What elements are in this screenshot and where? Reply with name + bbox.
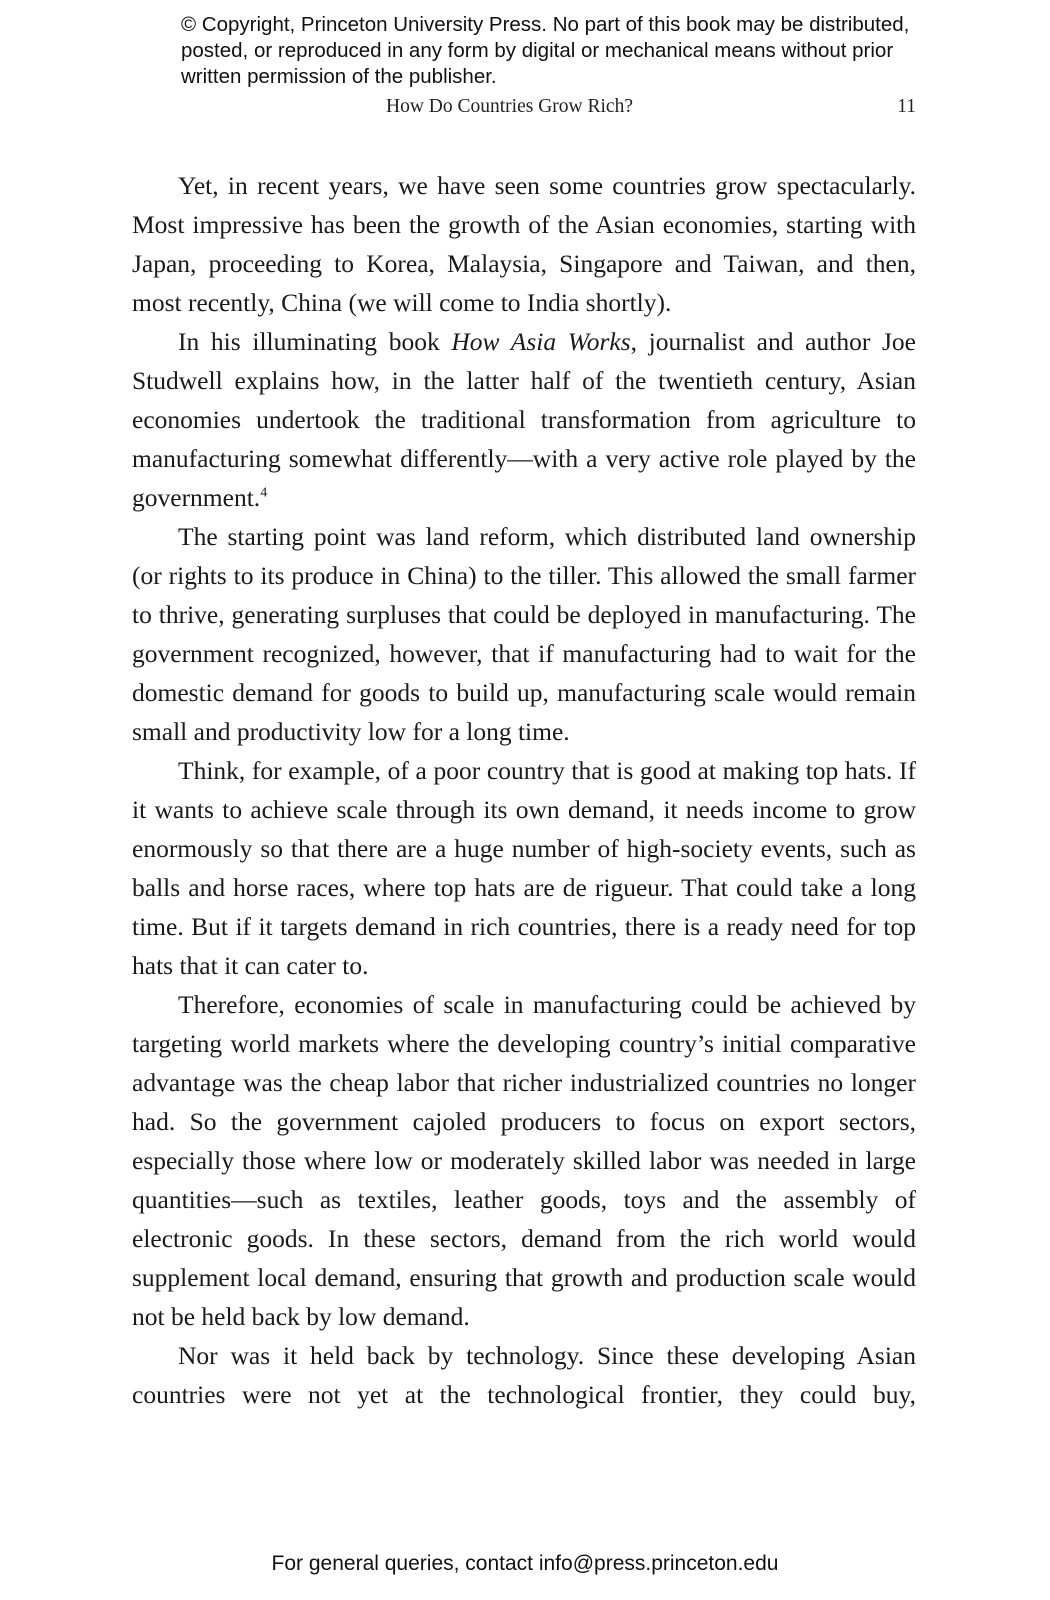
paragraph: Think, for example, of a poor country that is good at making top hats. If it wants to achieve scale through its own demand, it needs income to grow enormously so that there are a huge number of high-society events, such as balls and horse races, where top hats are de rigueur. That could take a long time. But if it targets demand in rich countries, there is a ready need for top hats that it can cater to. <box>132 756 916 980</box>
paragraph-text-after-title: , journalist and author Joe Studwell explains how, in the latter half of the twentieth century, Asian economies undertook the traditional transformation from agriculture to manufacturing somewhat differently—with a very active role played by the government. <box>132 327 916 512</box>
footer-contact: For general queries, contact info@press.princeton.edu <box>271 1552 779 1575</box>
running-head-title: How Do Countries Grow Rich? <box>386 96 633 117</box>
footnote-marker: 4 <box>260 485 268 501</box>
paragraph: Nor was it held back by technology. Since these developing Asian countries were not yet at the technological frontier, they could buy, <box>132 1341 916 1409</box>
paragraph: Therefore, economies of scale in manufacturing could be achieved by targeting world markets where the developing country’s initial comparative advantage was the cheap labor that richer industrialized countries no longer had. So the government cajoled producers to focus on export sectors, especially those where low or moderately skilled labor was needed in large quantities—such as textiles, leather goods, toys and the assembly of electronic goods. In these sectors, demand from the rich world would supplement local demand, ensuring that growth and production scale would not be held back by low demand. <box>132 990 916 1331</box>
running-head <box>132 96 916 124</box>
page-number: 11 <box>897 96 916 117</box>
paragraph-text-before-title: In his illuminating book <box>178 327 452 356</box>
paragraph: The starting point was land reform, which distributed land ownership (or rights to its produce in China) to the tiller. This allowed the small farmer to thrive, generating surpluses that could be deployed in manufacturing. The government recognized, however, that if manufacturing had to wait for the domestic demand for goods to build up, manufacturing scale would remain small and productivity low for a long time. <box>132 522 916 746</box>
paragraph <box>132 322 916 517</box>
body-text <box>132 166 916 1414</box>
book-title: How Asia Works <box>451 327 631 356</box>
paragraph: Yet, in recent years, we have seen some countries grow spectacularly. Most impressive has been the growth of the Asian economies, starting with Japan, proceeding to Korea, Malaysia, Singapore and Taiwan, and then, most recently, China (we will come to India shortly). <box>132 171 916 317</box>
copyright-notice: © Copyright, Princeton University Press. No part of this book may be distributed, posted, or reproduced in any form by digital or mechanical means without prior written permission of the publisher. <box>181 13 910 88</box>
